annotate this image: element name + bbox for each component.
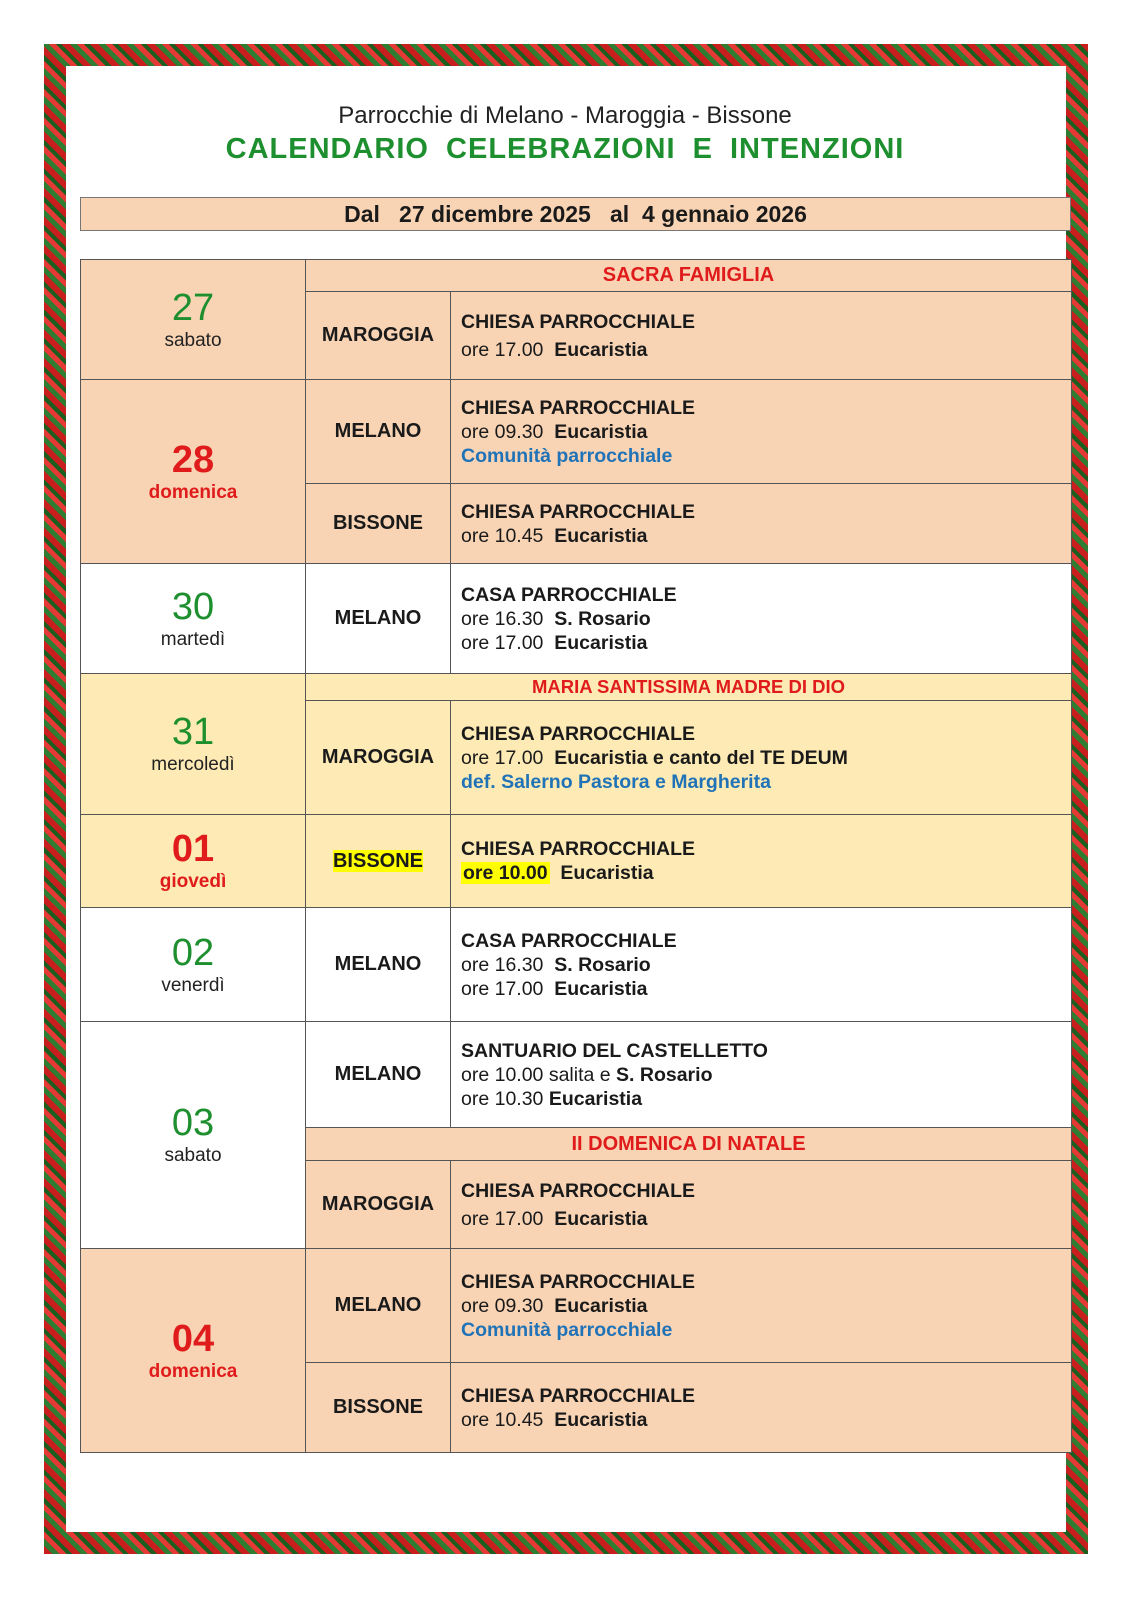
table-row bbox=[81, 380, 1072, 484]
place-label: MAROGGIA bbox=[306, 292, 451, 380]
church-name: CHIESA PARROCCHIALE bbox=[461, 1384, 696, 1407]
event: Eucaristia bbox=[560, 862, 654, 884]
time: ore 16.30 bbox=[461, 607, 544, 630]
day-cell bbox=[81, 674, 306, 815]
day-name: venerdì bbox=[161, 974, 225, 996]
table-row bbox=[81, 564, 1072, 674]
time: ore 10.30 bbox=[461, 1087, 544, 1110]
event: Eucaristia bbox=[554, 1207, 648, 1230]
day-number: 02 bbox=[171, 931, 215, 974]
event: Eucaristia bbox=[554, 977, 648, 1000]
day-name: giovedì bbox=[159, 871, 227, 892]
place-label: MELANO bbox=[306, 1022, 451, 1128]
church-name: CHIESA PARROCCHIALE bbox=[461, 310, 696, 333]
church-name: CHIESA PARROCCHIALE bbox=[461, 838, 696, 860]
day-number: 27 bbox=[171, 286, 215, 329]
place-label: MELANO bbox=[306, 564, 451, 674]
table-row bbox=[81, 674, 1072, 701]
celebration-info bbox=[451, 1161, 1072, 1249]
event: Eucaristia bbox=[554, 1294, 648, 1317]
event: S. Rosario bbox=[554, 953, 651, 976]
day-name: sabato bbox=[164, 1145, 222, 1166]
time: ore 17.00 bbox=[461, 631, 544, 654]
place-label: BISSONE bbox=[306, 484, 451, 564]
time: ore 10.45 bbox=[461, 524, 544, 547]
church-name: CHIESA PARROCCHIALE bbox=[461, 500, 696, 523]
place-label: MELANO bbox=[306, 1249, 451, 1363]
time: ore 09.30 bbox=[461, 420, 544, 443]
day-cell bbox=[81, 380, 306, 564]
celebration-info bbox=[451, 908, 1072, 1022]
time: ore 10.00 salita e bbox=[461, 1063, 611, 1086]
day-cell bbox=[81, 908, 306, 1022]
intention-note: Comunità parrocchiale bbox=[461, 1318, 673, 1341]
church-name: SANTUARIO DEL CASTELLETTO bbox=[461, 1039, 768, 1062]
event: Eucaristia bbox=[554, 338, 648, 361]
event: Eucaristia bbox=[554, 420, 648, 443]
church-name: CASA PARROCCHIALE bbox=[461, 929, 677, 952]
day-number: 28 bbox=[171, 438, 215, 481]
celebration-info bbox=[451, 815, 1072, 908]
day-name: sabato bbox=[164, 329, 222, 351]
time: ore 16.30 bbox=[461, 953, 544, 976]
church-name: CHIESA PARROCCHIALE bbox=[461, 1270, 696, 1293]
celebration-info bbox=[451, 1363, 1072, 1453]
time: ore 10.45 bbox=[461, 1408, 544, 1431]
time: ore 17.00 bbox=[461, 338, 544, 361]
day-name: domenica bbox=[148, 481, 238, 503]
celebration-info bbox=[451, 380, 1072, 484]
event: S. Rosario bbox=[616, 1063, 713, 1086]
day-cell bbox=[81, 564, 306, 674]
church-name: CHIESA PARROCCHIALE bbox=[461, 396, 696, 419]
church-name: CHIESA PARROCCHIALE bbox=[461, 722, 696, 745]
place-label: BISSONE bbox=[306, 1363, 451, 1453]
intention-note: def. Salerno Pastora e Margherita bbox=[461, 770, 771, 793]
place-highlight: BISSONE bbox=[332, 849, 424, 872]
feast-title: II DOMENICA DI NATALE bbox=[306, 1128, 1072, 1161]
place-label: MELANO bbox=[306, 380, 451, 484]
day-number: 01 bbox=[171, 828, 215, 870]
feast-title: SACRA FAMIGLIA bbox=[306, 260, 1072, 292]
celebration-info bbox=[451, 1249, 1072, 1363]
event: Eucaristia bbox=[554, 1408, 648, 1431]
day-number: 03 bbox=[171, 1102, 215, 1144]
celebration-info bbox=[451, 564, 1072, 674]
church-name: CHIESA PARROCCHIALE bbox=[461, 1179, 696, 1202]
day-number: 04 bbox=[171, 1317, 215, 1360]
day-cell bbox=[81, 815, 306, 908]
celebration-info bbox=[451, 701, 1072, 815]
table-row bbox=[81, 1022, 1072, 1128]
time: ore 17.00 bbox=[461, 1207, 544, 1230]
place-label bbox=[306, 815, 451, 908]
time: ore 09.30 bbox=[461, 1294, 544, 1317]
day-number: 30 bbox=[171, 585, 215, 628]
church-name: CASA PARROCCHIALE bbox=[461, 583, 677, 606]
time: ore 17.00 bbox=[461, 746, 544, 769]
table-row bbox=[81, 1249, 1072, 1363]
time-highlight: ore 10.00 bbox=[463, 862, 548, 884]
document-title: CALENDARIO CELEBRAZIONI E INTENZIONI bbox=[225, 133, 905, 165]
day-number: 31 bbox=[171, 711, 215, 753]
day-cell bbox=[81, 1022, 306, 1249]
event: Eucaristia bbox=[554, 631, 648, 654]
celebration-info bbox=[451, 1022, 1072, 1128]
time: ore 17.00 bbox=[461, 977, 544, 1000]
place-label: MAROGGIA bbox=[306, 1161, 451, 1249]
parishes-subtitle: Parrocchie di Melano - Maroggia - Bissone bbox=[338, 102, 792, 129]
event: S. Rosario bbox=[554, 607, 651, 630]
place-label: MAROGGIA bbox=[306, 701, 451, 815]
table-row bbox=[81, 260, 1072, 292]
intention-note: Comunità parrocchiale bbox=[461, 444, 673, 467]
calendar-table bbox=[80, 259, 1072, 1453]
table-row bbox=[81, 815, 1072, 908]
event: Eucaristia bbox=[548, 1087, 643, 1110]
event: Eucaristia bbox=[554, 524, 648, 547]
day-name: mercoledì bbox=[151, 754, 235, 775]
date-range-bar: Dal 27 dicembre 2025 al 4 gennaio 2026 bbox=[80, 197, 1071, 231]
event: Eucaristia e canto del TE DEUM bbox=[554, 746, 848, 769]
celebration-info bbox=[451, 292, 1072, 380]
feast-title: MARIA SANTISSIMA MADRE DI DIO bbox=[306, 674, 1072, 701]
day-name: domenica bbox=[148, 1360, 238, 1382]
celebration-info bbox=[451, 484, 1072, 564]
place-label: MELANO bbox=[306, 908, 451, 1022]
day-cell bbox=[81, 260, 306, 380]
day-name: martedì bbox=[160, 628, 226, 650]
day-cell bbox=[81, 1249, 306, 1453]
table-row bbox=[81, 908, 1072, 1022]
